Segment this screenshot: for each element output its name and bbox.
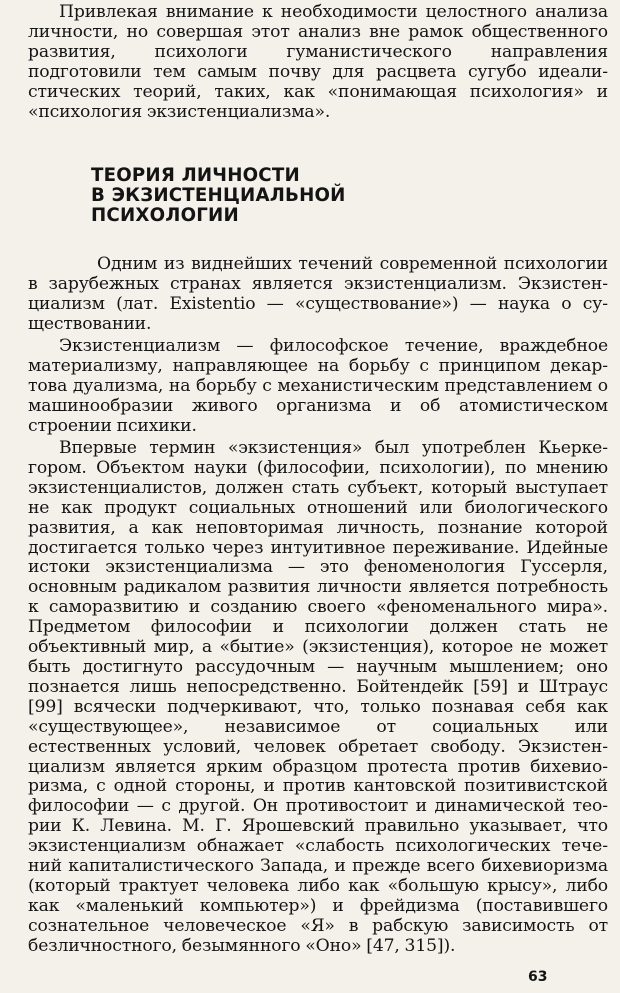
heading-line-1: ТЕОРИЯ ЛИЧНОСТИ (91, 165, 300, 186)
book-page (28, 0, 608, 993)
paragraph-intro: Привлекая внимание к необходимости целостного анализа личности, но совершая этот анализ вне рамок общественного развития, психологи гуманистического направления подготовили тем самым почву для расцвета сугубо идеалистических теорий, таких, как «понимающая психология» и «психология экзистенциализма». (28, 2, 608, 122)
paragraph-existentialism-definition: Экзистенциализм — философское течение, враждебное материализму, направляющее на борьбу с принципом декартова дуализма, на борьбу с механистическим представлением о машинообразии живого организма и об атомистическом строении психики. (28, 336, 608, 436)
section-heading (91, 166, 346, 226)
heading-line-3: ПСИХОЛОГИИ (91, 205, 239, 226)
page-number: 63 (528, 969, 548, 985)
heading-line-2: В ЭКЗИСТЕНЦИАЛЬНОЙ (91, 185, 346, 206)
paragraph-existentialism-intro: Одним из виднейших течений современной психологии в зарубежных странах является экзистенциализм. Экзистенциализм (лат. Existentio — «существование») — наука о существовании. (28, 254, 608, 334)
paragraph-existentialism-history: Впервые термин «экзистенция» был употреблен Кьеркегором. Объектом науки (философии, психологии), по мнению экзистенциалистов, должен стать субъект, который выступает не как продукт социальных отношений или биологического развития, а как неповторимая личность, познание которой достигается только через интуитивное переживание. Идейные истоки экзистенциализма — это феноменология Гуссерля, основным радикалом развития личности является потребность к саморазвитию и созданию своего «феноменального мира». Предметом философии и психологии должен стать не объективный мир, а «бытие» (экзистенция), которое не может быть достигнуто рассудочным — научным мышлением; оно познается лишь непосредственно. Бойтендейк [59] и Штраус [99] всячески подчеркивают, что, только познавая себя как «существующее», независимое от социальных или естественных условий, человек обретает свободу. Экзистенциализм является ярким образцом протеста против бихевиоризма, с одной стороны, и против кантовской позитивистской философии — с другой. Он противостоит и динамической теории К. Левина. М. Г. Ярошевский правильно указывает, что экзистенциализм обнажает «слабость психологических течений капиталистического Запада, и прежде всего бихевиоризма (который трактует человека либо как «большую крысу», либо как «маленький компьютер») и фрейдизма (поставившего сознательное человеческое «Я» в рабскую зависимость от безличностного, безымянного «Оно» [47, 315]). (28, 438, 608, 956)
